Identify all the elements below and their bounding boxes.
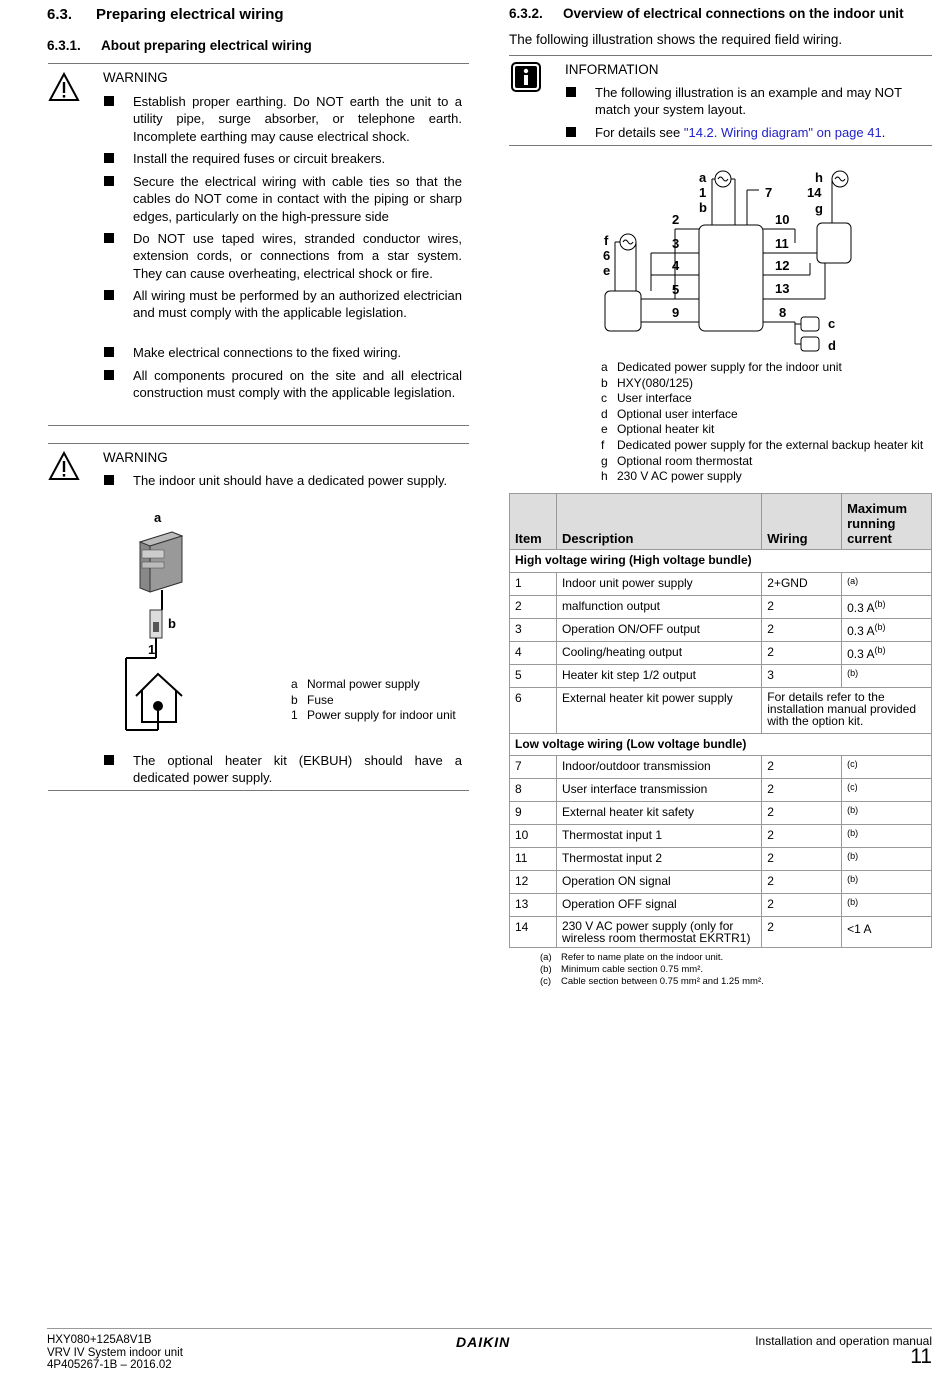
footnote-ref: (b) — [874, 598, 886, 609]
info-label: INFORMATION — [565, 62, 659, 77]
table-cell: 4 — [510, 641, 557, 664]
footer-divider — [47, 1328, 932, 1329]
table-cell: Indoor/outdoor transmission — [556, 756, 761, 779]
footnote: (c) Cable section between 0.75 mm² and 1.25 mm². — [540, 976, 764, 987]
diagram-label-b: b — [699, 200, 707, 215]
table-cell: 13 — [510, 894, 557, 917]
legend-item: b HXY(080/125) — [601, 375, 694, 390]
warning-item: Make electrical connections to the fixed wiring. — [104, 344, 462, 361]
table-cell — [842, 572, 932, 595]
footer-product: VRV IV System indoor unit — [47, 1346, 183, 1359]
diagram-label-g: g — [815, 201, 823, 216]
table-cell: malfunction output — [556, 595, 761, 618]
figure-label-1: 1 — [148, 642, 156, 657]
table-cell: 1 — [510, 572, 557, 595]
divider — [509, 145, 932, 146]
wiring-table — [509, 493, 932, 948]
table-cell: Indoor unit power supply — [556, 572, 761, 595]
warning-label: WARNING — [103, 70, 168, 85]
legend-item: 1 Power supply for indoor unit — [291, 708, 456, 723]
table-cell — [842, 756, 932, 779]
table-section-row: Low voltage wiring (Low voltage bundle) — [510, 733, 932, 756]
diagram-label-11: 11 — [775, 236, 789, 251]
table-row — [510, 618, 932, 641]
table-cell: 0.3 $A^{(b)}$ — [842, 595, 932, 618]
table-cell: 8 — [510, 779, 557, 802]
table-cell — [842, 825, 932, 848]
legend-item: h 230 V AC power supply — [601, 469, 742, 484]
wiring-legend — [601, 360, 923, 485]
table-cell: 2 — [762, 779, 842, 802]
table-row — [510, 664, 932, 687]
legend-item: b Fuse — [291, 692, 334, 707]
diagram-label-13: 13 — [775, 281, 790, 296]
table-cell — [842, 802, 932, 825]
footnote-ref: (b) — [847, 874, 859, 884]
intro-text: The following illustration shows the required field wiring. — [509, 32, 843, 47]
table-cell: Operation ON/OFF output — [556, 618, 761, 641]
diagram-label-7: 7 — [765, 185, 773, 200]
footnote-ref: (b) — [847, 805, 859, 815]
table-cell: 2 — [762, 802, 842, 825]
subsection-title: Overview of electrical connections on the indoor unit — [563, 6, 904, 21]
section-title: Preparing electrical wiring — [96, 6, 284, 23]
table-cell: 2 — [762, 641, 842, 664]
footer-left — [47, 1334, 183, 1372]
diagram-label-e: e — [603, 263, 611, 278]
footer-model: HXY080+125A8V1B — [47, 1334, 152, 1346]
table-cell: 2 — [762, 894, 842, 917]
warning-item: The optional heater kit (EKBUH) should have a dedicated power supply. — [104, 752, 462, 787]
diagram-label-3: 3 — [672, 236, 680, 251]
divider — [48, 63, 469, 64]
table-row — [510, 595, 932, 618]
table-cell: 11 — [510, 848, 557, 871]
table-row — [510, 848, 932, 871]
footer-doc-code: 4P405267-1B – 2016.02 — [47, 1359, 172, 1371]
diagram-label-12: 12 — [775, 258, 790, 273]
table-cell: Thermostat input 1 — [556, 825, 761, 848]
column-header: Maximum running current — [842, 494, 932, 550]
footnote-ref: (b) — [847, 828, 859, 838]
diagram-label-5: 5 — [672, 282, 680, 297]
diagram-label-10: 10 — [775, 212, 790, 227]
diagram-label-14: 14 — [807, 185, 822, 200]
table-cell — [842, 894, 932, 917]
table-row — [510, 779, 932, 802]
section-number: 6.3. — [47, 6, 73, 23]
footnote-ref: (b) — [847, 897, 859, 907]
footnote-ref: (b) — [847, 667, 859, 678]
table-cell: 9 — [510, 802, 557, 825]
warning-item: All components procured on the site and all electrical construction must comply with the applicable legislation. — [104, 367, 462, 402]
subsection-title: About preparing electrical wiring — [101, 38, 312, 53]
table-cell: 3 — [762, 664, 842, 687]
footnote: (b) Minimum cable section 0.75 mm². — [540, 964, 704, 975]
warning-icon — [48, 72, 80, 105]
table-cell — [842, 779, 932, 802]
diagram-label-d: d — [828, 338, 836, 353]
legend-item: e Optional heater kit — [601, 422, 715, 437]
table-cell: 10 — [510, 825, 557, 848]
table-row — [510, 756, 932, 779]
table-row — [510, 572, 932, 595]
table-row — [510, 825, 932, 848]
table-cell: 0.3 $A^{(b)}$ — [842, 641, 932, 664]
column-header: Wiring — [762, 494, 842, 550]
legend-item: c User interface — [601, 391, 692, 406]
power-supply-figure — [110, 510, 220, 740]
diagram-label-8: 8 — [779, 305, 787, 320]
diagram-label-4: 4 — [672, 258, 680, 273]
table-cell: 14 — [510, 917, 557, 948]
table-cell: Operation ON signal — [556, 871, 761, 894]
legend-item: d Optional user interface — [601, 406, 738, 421]
table-cell: 3 — [510, 618, 557, 641]
figure-label-a: a — [154, 510, 162, 525]
warning-icon — [48, 451, 80, 484]
footnote-ref: (a) — [847, 575, 859, 586]
legend-item: f Dedicated power supply for the external backup heater kit — [601, 437, 924, 452]
table-cell: 7 — [510, 756, 557, 779]
wiring-diagram-link[interactable]: "14.2. Wiring diagram" on page 41 — [683, 125, 882, 140]
footnote-ref: (b) — [847, 851, 859, 861]
table-row — [510, 802, 932, 825]
legend-item: a Normal power supply — [291, 677, 420, 691]
table-section-row: High voltage wiring (High voltage bundle) — [510, 550, 932, 573]
diagram-label-c: c — [828, 316, 836, 331]
table-cell: 0.3 $A^{(b)}$ — [842, 618, 932, 641]
footnote-ref: (c) — [847, 782, 858, 792]
column-header: Description — [556, 494, 761, 550]
warning-item: All wiring must be performed by an authorized electrician and must comply with the applicable legislation. — [104, 287, 462, 322]
legend-item: a Dedicated power supply for the indoor unit — [601, 360, 842, 374]
table-cell: Operation OFF signal — [556, 894, 761, 917]
daikin-logo: DAIKIN — [456, 1334, 511, 1350]
diagram-label-9: 9 — [672, 305, 680, 320]
table-cell: Heater kit step 1/2 output — [556, 664, 761, 687]
warning-item: Establish proper earthing. Do NOT earth the unit to a utility pipe, surge absorber, or telephone earth. Incomplete earthing may cause electrical shock. — [104, 93, 462, 145]
info-item: The following illustration is an example and may NOT match your system layout. — [566, 84, 928, 119]
subsection-number: 6.3.2. — [509, 6, 543, 21]
subsection-number: 6.3.1. — [47, 38, 81, 53]
column-header: Item — [510, 494, 557, 550]
table-row — [510, 871, 932, 894]
table-row — [510, 917, 932, 948]
table-cell: 2 — [762, 595, 842, 618]
divider — [509, 55, 932, 56]
diagram-label-1: 1 — [699, 185, 707, 200]
table-cell: 5 — [510, 664, 557, 687]
warning-label: WARNING — [103, 450, 168, 465]
diagram-label-6: 6 — [603, 248, 611, 263]
footnote-ref: (b) — [874, 644, 886, 655]
diagram-label-2: 2 — [672, 212, 680, 227]
legend-item: g Optional room thermostat — [601, 453, 753, 468]
diagram-label-f: f — [604, 233, 609, 248]
warning-item: The indoor unit should have a dedicated power supply. — [104, 472, 462, 489]
table-row — [510, 894, 932, 917]
table-cell: 12 — [510, 871, 557, 894]
figure-label-b: b — [168, 616, 176, 631]
diagram-label-a: a — [699, 170, 707, 185]
footnote-ref: (b) — [874, 621, 886, 632]
footnote-ref: (c) — [847, 759, 858, 769]
table-header-row — [510, 494, 932, 550]
table-cell: 2 — [762, 871, 842, 894]
table-cell — [842, 664, 932, 687]
table-row — [510, 641, 932, 664]
table-cell — [842, 871, 932, 894]
table-cell: <1 A — [842, 917, 932, 948]
divider — [48, 790, 469, 791]
table-cell: 2 — [762, 618, 842, 641]
footnotes — [540, 952, 764, 988]
table-cell: 2+GND — [762, 572, 842, 595]
diagram-label-h: h — [815, 170, 823, 185]
table-cell: 230 V AC power supply (only for wireless room thermostat EKRTR1) — [556, 917, 761, 948]
table-cell: 2 — [762, 825, 842, 848]
divider — [48, 443, 469, 444]
table-cell: External heater kit safety — [556, 802, 761, 825]
table-cell: 2 — [762, 917, 842, 948]
warning-item: Secure the electrical wiring with cable ties so that the cables do NOT come in contact with the piping or sharp edges, particularly on the high-pressure side — [104, 173, 462, 225]
power-figure-legend — [291, 677, 456, 724]
table-row: 6 External heater kit power supply For details refer to the installation manual provided with the option kit. — [510, 687, 932, 733]
table-cell: 2 — [762, 756, 842, 779]
warning-item: Do NOT use taped wires, stranded conductor wires, extension cords, or connections from a star system. They can cause overheating, electrical shock or fire. — [104, 230, 462, 282]
footer-manual-title: Installation and operation manual — [755, 1334, 932, 1348]
table-cell: Thermostat input 2 — [556, 848, 761, 871]
table-cell: Cooling/heating output — [556, 641, 761, 664]
divider — [48, 425, 469, 426]
info-item: For details see "14.2. Wiring diagram" on page 41. — [566, 124, 928, 141]
page-number: 11 — [910, 1345, 932, 1368]
table-cell: 2 — [762, 848, 842, 871]
table-cell: 2 — [510, 595, 557, 618]
footnote: (a) Refer to name plate on the indoor unit. — [540, 952, 724, 963]
table-cell: User interface transmission — [556, 779, 761, 802]
table-cell — [842, 848, 932, 871]
info-icon — [511, 62, 541, 95]
warning-item: Install the required fuses or circuit breakers. — [104, 150, 462, 167]
